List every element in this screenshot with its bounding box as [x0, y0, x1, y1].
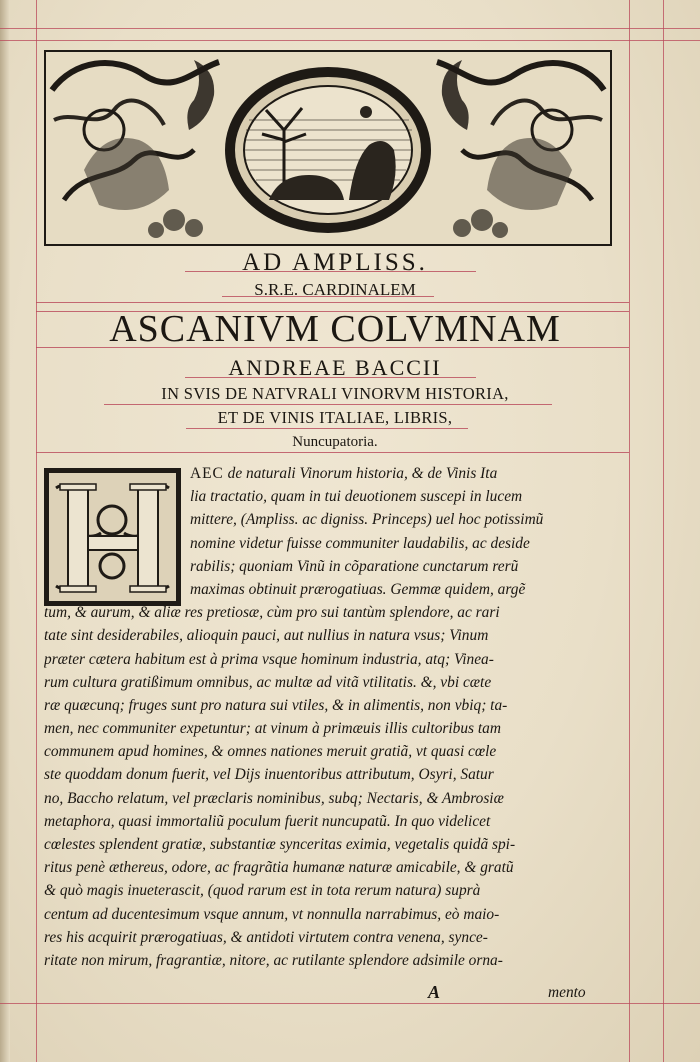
- text-line: tate sint desiderabiles, alioquin pauci, aut nullius in natura vsus; Vinum: [44, 627, 489, 645]
- text-line-rest: de naturali Vinorum historia, & de Vinis Ita: [227, 465, 498, 482]
- text-line: [44, 462, 626, 485]
- text-line: præter cætera habitum est à prima vsque hominum industria, atq; Vinea-: [44, 650, 494, 668]
- title-line-2: S.R.E. CARDINALEM: [254, 280, 416, 299]
- margin-rule-left: [36, 0, 37, 1062]
- margin-rule-top-2: [0, 40, 700, 41]
- page-gutter: [0, 0, 10, 1062]
- title-line-7: Nuncupatoria.: [292, 434, 378, 450]
- text-line: metaphora, quasi immortaliũ poculum fuerit nuncupatũ. In quo videlicet: [44, 812, 491, 830]
- signature-mark: A: [428, 982, 441, 1002]
- title-line-6: ET DE VINIS ITALIAE, LIBRIS,: [217, 408, 453, 427]
- text-line: rabilis; quoniam Vinũ in cõparatione cunctarum rerũ: [190, 557, 519, 575]
- text-line: centum ad ducentesimum vsque annum, vt nonnulla narrabimus, eò maio-: [44, 905, 500, 923]
- title-block: [40, 248, 630, 454]
- text-line: nomine videtur fuisse communiter laudabilis, ac deside: [190, 534, 530, 552]
- text-line: res his acquirit prærogatiuas, & antidoti virtutem contra venena, synce-: [44, 928, 488, 946]
- text-line: rum cultura gratißimum omnibus, ac multæ ad vitã vtilitatis. &, vbi cæte: [44, 673, 492, 691]
- text-line: ste quoddam donum fuerit, vel Dijs inuentoribus attributum, Osyri, Satur: [44, 766, 494, 784]
- text-line: mittere, (Ampliss. ac digniss. Princeps) uel hoc potissimũ: [190, 511, 544, 529]
- title-line-3: ASCANIVM COLVMNAM: [109, 308, 561, 350]
- margin-rule-right-outer: [663, 0, 664, 1062]
- margin-rule-bottom: [0, 1003, 700, 1004]
- text-line: tum, & aurum, & aliæ res pretiosæ, cùm pro sui tantùm splendore, ac rari: [44, 604, 500, 622]
- title-line-5: IN SVIS DE NATVRALI VINORVM HISTORIA,: [161, 384, 509, 403]
- text-line-lead: AEC: [190, 465, 224, 482]
- margin-rule-right-inner: [629, 0, 630, 1062]
- catchword: mento: [548, 984, 586, 1001]
- text-line: men, nec communiter expetuntur; at vinum à primæuis illis cultoribus tam: [44, 720, 501, 738]
- text-line: ræ quæcunq; fruges sunt pro natura sui vtiles, & in alimentis, non vbiq; ta-: [44, 696, 508, 714]
- text-line: no, Baccho relatum, vel præclaris nominibus, subq; Nectaris, & Ambrosiæ: [44, 789, 504, 807]
- margin-rule-top-1: [0, 28, 700, 29]
- text-line: communem apud homines, & omnes nationes meruit gratiã, vt quasi cœle: [44, 743, 497, 761]
- title-line-4: ANDREAE BACCII: [228, 355, 442, 380]
- text-line: maximas obtinuit prærogatiuas. Gemmæ quidem, argẽ: [190, 580, 526, 598]
- text-line: ritate non mirum, fragrantiæ, nitore, ac rutilante splendore adsimile orna-: [44, 951, 503, 969]
- text-line: lia tractatio, quam in tui deuotionem suscepi in lucem: [190, 488, 523, 506]
- title-line-1: AD AMPLISS.: [242, 249, 428, 276]
- text-line: cœlestes splendent gratiæ, substantiæ synceritas eximia, vegetalis quidã spi-: [44, 836, 516, 853]
- woodcut-headpiece: [44, 50, 612, 246]
- dedication-text: [44, 462, 626, 972]
- text-line: ritus penè æthereus, odore, ac fragrãtia humanæ naturæ amicabile, & gratũ: [44, 859, 514, 877]
- text-line: & quò magis inueterascit, (quod rarum est in tota rerum natura) suprà: [44, 882, 481, 900]
